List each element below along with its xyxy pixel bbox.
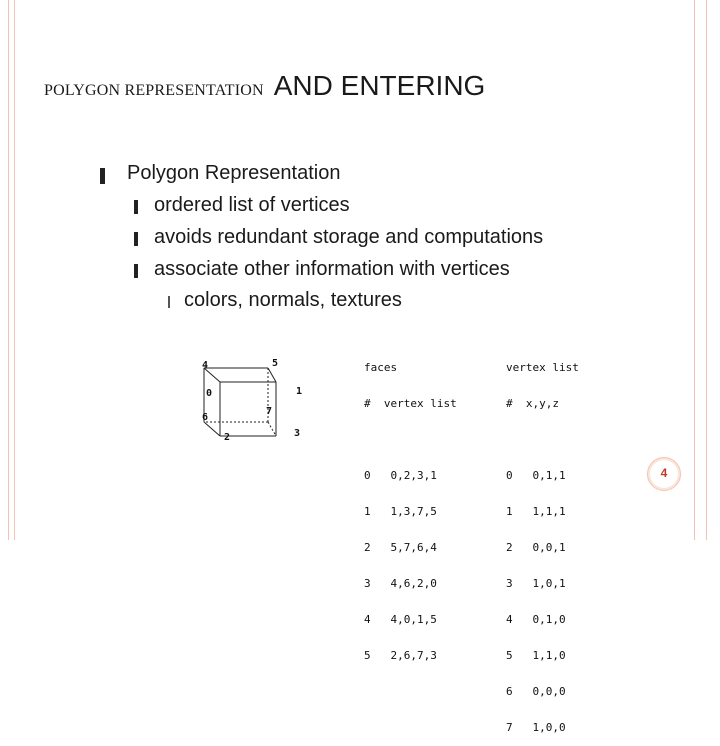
vertex-table	[506, 338, 579, 746]
table-row	[506, 686, 579, 698]
border-line-left	[8, 0, 9, 540]
cell: 5	[506, 649, 513, 662]
cell: 0,1,0	[532, 613, 566, 626]
cell: 1,0,1	[532, 577, 566, 590]
cell: 3	[506, 577, 513, 590]
cell: 5	[364, 649, 371, 662]
cell: 1	[364, 505, 371, 518]
table-row	[364, 542, 457, 554]
cube-vertex-label: 6	[202, 412, 209, 423]
cell: 1,1,0	[532, 649, 566, 662]
cell: 2	[506, 541, 513, 554]
table-row	[506, 650, 579, 662]
faces-header-index: #	[364, 397, 371, 410]
faces-header-vertex-list: vertex list	[383, 397, 457, 410]
bullet-marker-icon	[134, 200, 138, 214]
cell: 1,3,7,5	[390, 505, 437, 518]
table-row	[506, 506, 579, 518]
cell: 3	[364, 577, 371, 590]
cube-vertex-label: 1	[296, 386, 303, 397]
cell: 2	[364, 541, 371, 554]
table-row	[506, 542, 579, 554]
bullet-text: avoids redundant storage and computations	[154, 226, 544, 248]
cell: 1	[506, 505, 513, 518]
cell: 5,7,6,4	[390, 541, 437, 554]
page-number-badge	[647, 457, 681, 491]
vertex-header-xyz: x,y,z	[525, 397, 559, 410]
bullet-text: ordered list of vertices	[154, 194, 350, 216]
cell: 7	[506, 721, 513, 734]
border-line-right-inner	[694, 0, 695, 540]
cell: 2,6,7,3	[390, 649, 437, 662]
cell: 1,0,0	[532, 721, 566, 734]
cube-vertex-label: 2	[224, 432, 231, 443]
cell: 0,0,1	[532, 541, 566, 554]
vertex-header-index: #	[506, 397, 513, 410]
bullet-marker-icon	[134, 232, 138, 246]
cube-vertex-label: 5	[272, 358, 279, 369]
cell: 4	[506, 613, 513, 626]
cell: 4,6,2,0	[390, 577, 437, 590]
cell: 0,2,3,1	[390, 469, 437, 482]
cube-vertex-label: 3	[294, 428, 301, 439]
bullet-marker-icon	[134, 264, 138, 278]
cell: 6	[506, 685, 513, 698]
slide-title-small: POLYGON REPRESENTATION	[44, 82, 264, 99]
table-row	[364, 614, 457, 626]
cell: 4,0,1,5	[390, 613, 437, 626]
cell: 0	[506, 469, 513, 482]
cube-vertex-label: 4	[202, 360, 209, 371]
slide-title-big: AND ENTERING	[273, 70, 486, 101]
cube-figure	[196, 356, 316, 456]
bullet-text: Polygon Representation	[127, 162, 341, 184]
cell: 4	[364, 613, 371, 626]
cell: 0,1,1	[532, 469, 566, 482]
table-row	[506, 578, 579, 590]
cell: 1,1,1	[532, 505, 566, 518]
border-line-right	[706, 0, 707, 540]
table-row	[364, 506, 457, 518]
vertex-table-title: vertex list	[506, 361, 579, 374]
cell: 0	[364, 469, 371, 482]
table-row	[506, 470, 579, 482]
cube-vertex-label: 7	[266, 406, 273, 417]
vertex-table-header	[506, 398, 579, 410]
faces-table-title: faces	[364, 361, 398, 374]
table-row	[364, 578, 457, 590]
table-row	[506, 614, 579, 626]
spacer	[506, 434, 579, 446]
cell: 0,0,0	[532, 685, 566, 698]
bullet-text: associate other information with vertices	[154, 258, 510, 280]
cube-icon	[196, 356, 316, 456]
table-row	[506, 722, 579, 734]
table-row	[364, 470, 457, 482]
cube-vertex-label: 0	[206, 388, 213, 399]
bullet-text: colors, normals, textures	[184, 289, 402, 311]
border-line-left-inner	[14, 0, 15, 540]
bullet-marker-icon	[168, 296, 170, 308]
table-row	[364, 650, 457, 662]
page-number: 4	[660, 466, 668, 480]
bullet-marker-icon	[100, 168, 105, 184]
spacer	[364, 434, 457, 446]
slide-title	[44, 70, 485, 102]
faces-table-header	[364, 398, 457, 410]
faces-table	[364, 338, 457, 674]
